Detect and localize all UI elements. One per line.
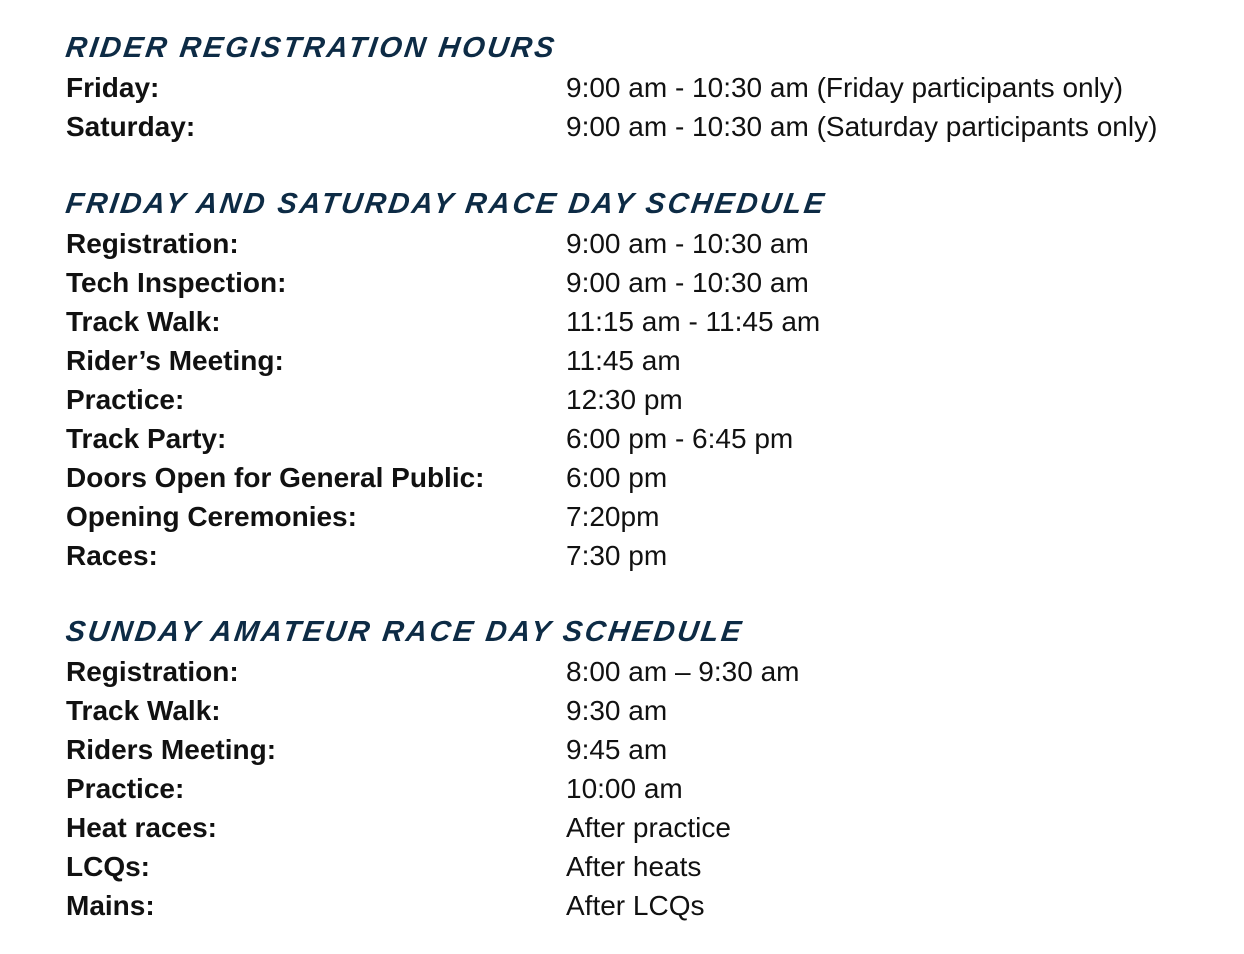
row-label: Opening Ceremonies: xyxy=(66,501,357,532)
schedule-row xyxy=(66,419,1236,458)
row-label: Mains: xyxy=(66,890,155,921)
row-value: 9:00 am - 10:30 am xyxy=(566,228,809,259)
schedule-row xyxy=(66,886,1236,925)
row-value: After heats xyxy=(566,851,702,882)
schedule-row xyxy=(66,730,1236,769)
schedule-section xyxy=(63,613,1236,925)
row-label: Heat races: xyxy=(66,812,217,843)
schedule-row xyxy=(66,808,1236,847)
row-value: 7:30 pm xyxy=(566,540,668,571)
schedule-row xyxy=(66,847,1236,886)
row-value: 10:00 am xyxy=(566,773,683,804)
row-value: 11:15 am - 11:45 am xyxy=(566,306,821,337)
row-label: Track Party: xyxy=(66,423,227,454)
row-label: Track Walk: xyxy=(66,695,221,726)
schedule-row xyxy=(66,536,1236,575)
schedule-row xyxy=(66,224,1236,263)
section-heading: SUNDAY AMATEUR RACE DAY SCHEDULE xyxy=(63,616,746,648)
schedule-row xyxy=(66,341,1236,380)
schedule-section xyxy=(63,29,1236,146)
row-value: 9:00 am - 10:30 am (Friday participants only) xyxy=(566,72,1124,103)
row-label: Doors Open for General Public: xyxy=(66,462,485,493)
section-heading: RIDER REGISTRATION HOURS xyxy=(63,32,559,64)
schedule-row xyxy=(66,302,1236,341)
row-value: 9:30 am xyxy=(566,695,668,726)
schedule-row xyxy=(66,263,1236,302)
schedule-section xyxy=(63,185,1236,575)
schedule-row xyxy=(66,652,1236,691)
row-value: 11:45 am xyxy=(566,345,681,376)
row-label: Races: xyxy=(66,540,158,571)
row-label: Registration: xyxy=(66,656,239,687)
row-value: 12:30 pm xyxy=(566,384,683,415)
row-label: Practice: xyxy=(66,384,185,415)
schedule-row xyxy=(66,769,1236,808)
schedule-row xyxy=(66,68,1236,107)
row-label: Saturday: xyxy=(66,111,196,142)
row-label: Riders Meeting: xyxy=(66,734,277,765)
row-label: Rider’s Meeting: xyxy=(66,345,284,376)
row-value: After LCQs xyxy=(566,890,705,921)
schedule-row xyxy=(66,691,1236,730)
schedule-row xyxy=(66,107,1236,146)
row-label: Registration: xyxy=(66,228,239,259)
schedule-row xyxy=(66,380,1236,419)
row-value: After practice xyxy=(566,812,731,843)
row-label: LCQs: xyxy=(66,851,150,882)
row-label: Friday: xyxy=(66,72,160,103)
row-label: Practice: xyxy=(66,773,185,804)
row-label: Track Walk: xyxy=(66,306,221,337)
row-label: Tech Inspection: xyxy=(66,267,287,298)
section-heading: FRIDAY AND SATURDAY RACE DAY SCHEDULE xyxy=(63,188,829,220)
row-value: 8:00 am – 9:30 am xyxy=(566,656,800,687)
row-value: 9:45 am xyxy=(566,734,668,765)
row-value: 9:00 am - 10:30 am xyxy=(566,267,809,298)
row-value: 7:20pm xyxy=(566,501,660,532)
row-value: 6:00 pm xyxy=(566,462,668,493)
row-value: 6:00 pm - 6:45 pm xyxy=(566,423,794,454)
schedule-row xyxy=(66,458,1236,497)
row-value: 9:00 am - 10:30 am (Saturday participants only) xyxy=(566,111,1158,142)
schedule-row xyxy=(66,497,1236,536)
